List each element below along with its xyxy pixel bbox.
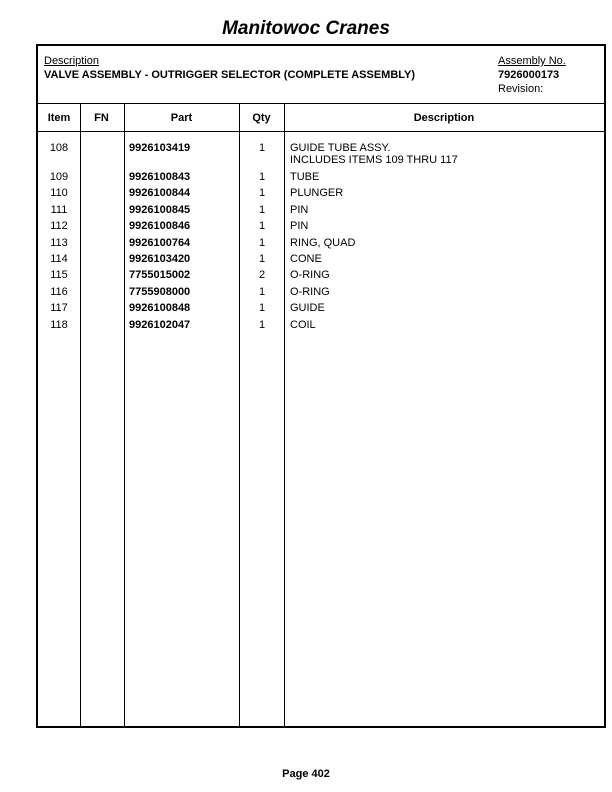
table-row: [38, 237, 604, 253]
description-value: VALVE ASSEMBLY - OUTRIGGER SELECTOR (COMPLETE ASSEMBLY): [44, 69, 415, 81]
qty-cell: 1: [258, 142, 266, 154]
assembly-value: 7926000173: [498, 69, 560, 81]
item-cell: 115: [50, 269, 68, 282]
table-row: [38, 142, 604, 171]
description-cell: PLUNGER: [290, 187, 344, 200]
item-cell: 112: [50, 220, 68, 233]
part-cell: 9926100845: [129, 203, 191, 216]
item-cell: 116: [50, 285, 68, 298]
page-number: Page 402: [282, 768, 330, 780]
col-part: Part: [170, 112, 193, 124]
qty-cell: 1: [258, 203, 266, 216]
col-qty: Qty: [252, 112, 271, 124]
part-cell: 9926103420: [129, 252, 191, 265]
item-cell: 109: [49, 171, 69, 183]
description-label: Description: [44, 55, 100, 67]
table-row: [38, 220, 604, 236]
description-cell: PIN: [290, 220, 309, 233]
table-row: [38, 253, 604, 269]
part-cell: 9926100848: [129, 302, 191, 315]
part-cell: 9926100843: [129, 171, 191, 183]
description-cell: O-RING: [290, 269, 330, 282]
part-cell: 9926103419: [129, 142, 191, 154]
description-cell: RING, QUAD: [290, 236, 356, 249]
parts-table-frame: [36, 44, 606, 728]
table-row: [38, 269, 604, 285]
description-cell-line2: INCLUDES ITEMS 109 THRU 117: [290, 154, 458, 166]
description-cell: GUIDE TUBE ASSY.: [290, 142, 391, 154]
brand-title: Manitowoc Cranes: [222, 18, 390, 39]
qty-cell: 1: [258, 220, 266, 233]
qty-cell: 2: [258, 269, 266, 282]
table-row: [38, 187, 604, 203]
item-cell: 118: [50, 318, 68, 331]
qty-cell: 1: [258, 252, 266, 265]
table-row: [38, 319, 604, 335]
table-row: [38, 204, 604, 220]
col-item: Item: [47, 112, 71, 124]
description-cell: TUBE: [290, 171, 320, 183]
part-cell: 9926100844: [129, 187, 191, 200]
table-row: [38, 171, 604, 187]
item-cell: 110: [50, 187, 68, 200]
qty-cell: 1: [258, 318, 266, 331]
description-cell: O-RING: [290, 285, 330, 298]
table-row: [38, 286, 604, 302]
description-cell: COIL: [290, 318, 316, 331]
part-cell: 9926100764: [129, 236, 191, 249]
revision-label: Revision:: [498, 83, 544, 95]
part-cell: 9926100846: [129, 220, 191, 233]
assembly-header: [38, 46, 604, 104]
item-cell: 108: [49, 142, 69, 154]
part-cell: 9926102047: [129, 318, 191, 331]
description-cell: GUIDE: [290, 302, 325, 315]
description-cell: PIN: [290, 203, 309, 216]
qty-cell: 1: [258, 302, 266, 315]
parts-rows: [38, 142, 604, 335]
column-headers: [38, 104, 604, 132]
qty-cell: 1: [258, 171, 266, 183]
assembly-label: Assembly No.: [498, 55, 566, 67]
item-cell: 114: [50, 252, 68, 265]
description-cell: CONE: [290, 252, 322, 265]
item-cell: 117: [50, 302, 68, 315]
item-cell: 111: [50, 203, 68, 216]
item-cell: 113: [50, 236, 68, 249]
qty-cell: 1: [258, 187, 266, 200]
qty-cell: 1: [258, 236, 266, 249]
part-cell: 7755908000: [129, 285, 191, 298]
col-fn: FN: [94, 112, 109, 124]
table-row: [38, 302, 604, 318]
qty-cell: 1: [258, 285, 266, 298]
part-cell: 7755015002: [129, 269, 191, 282]
col-description: Description: [413, 112, 475, 124]
